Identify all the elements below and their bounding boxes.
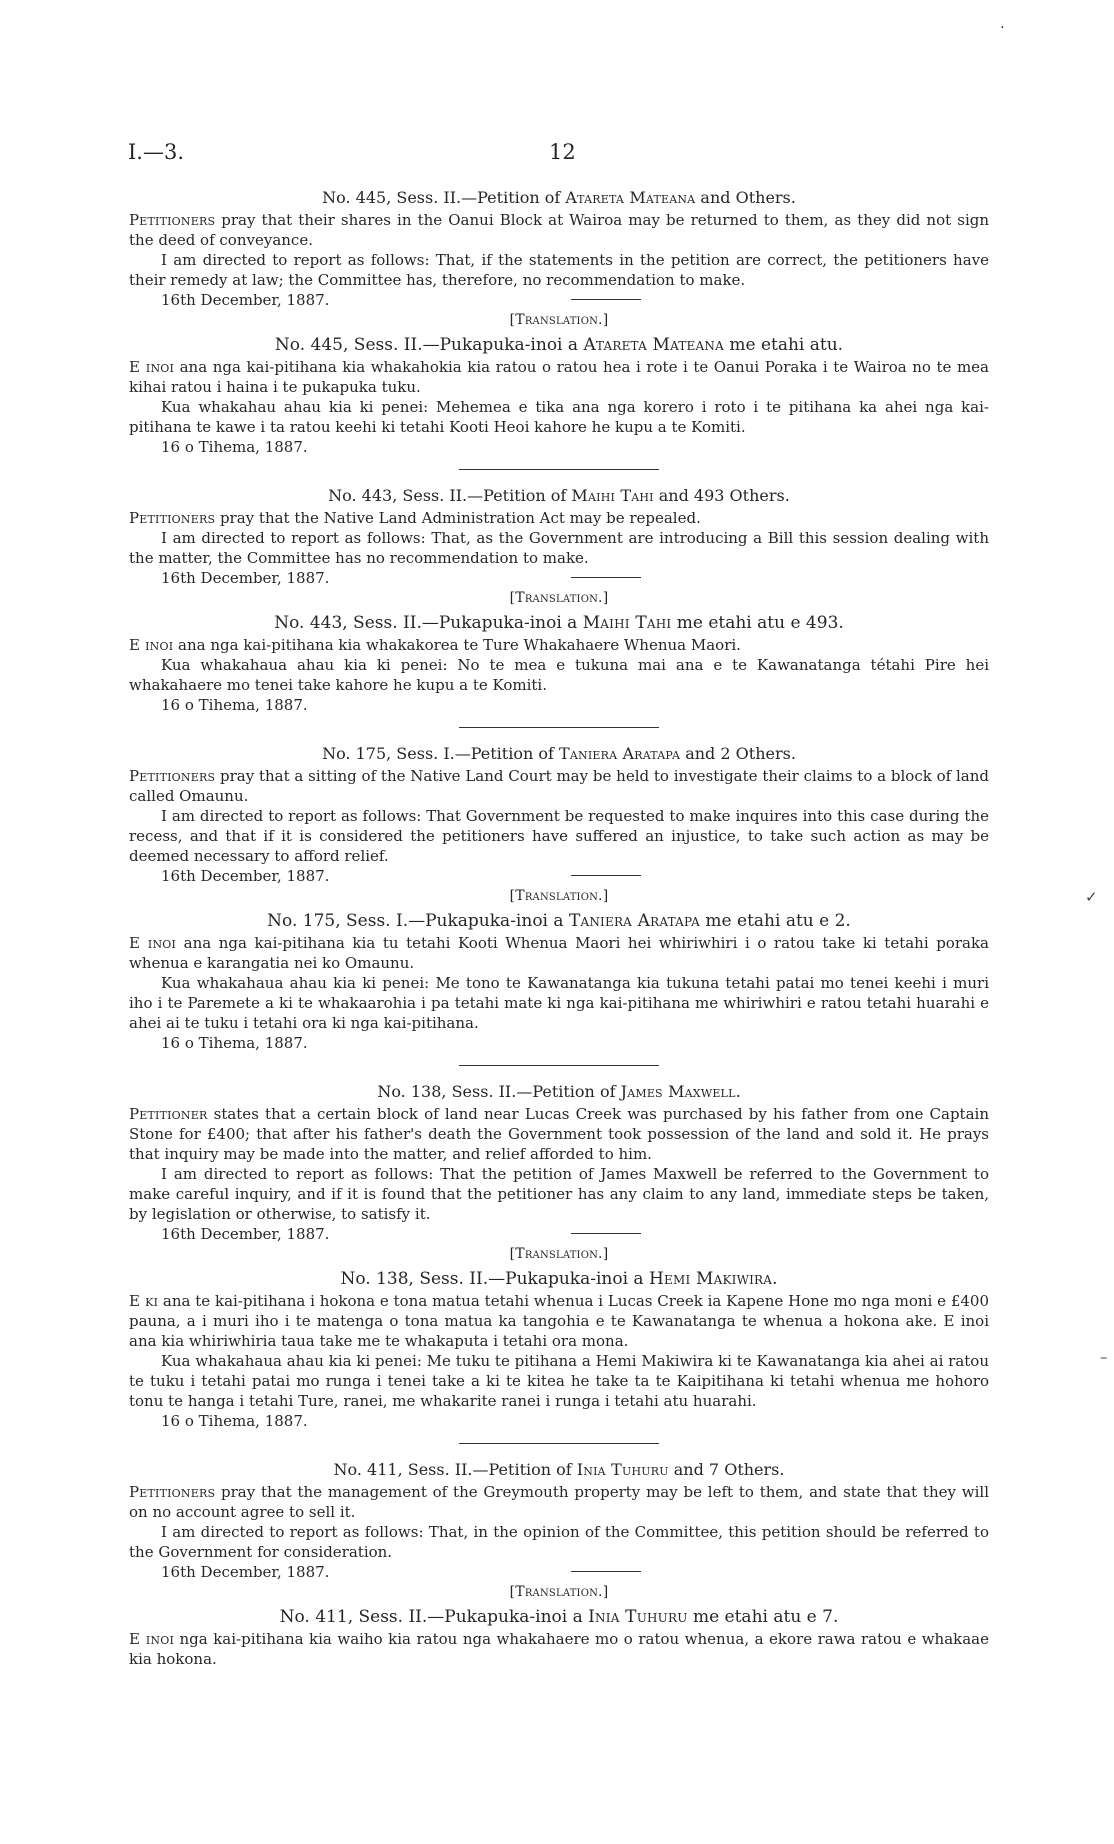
translation-title: No. 175, Sess. I.—Pukapuka-inoi a Taniera Aratapa me etahi atu e 2. [267,911,851,931]
petition-title: No. 175, Sess. I.—Petition of Taniera Aratapa and 2 Others. [322,744,796,763]
section-divider [459,1443,659,1444]
margin-tick: ✓ [1085,888,1098,906]
short-rule [571,577,641,578]
petition-body: Petitioners pray that the Native Land Administration Act may be repealed. [129,509,701,527]
section-divider [459,727,659,728]
short-rule [571,1571,641,1572]
report-date: 16th December, 1887. [161,1562,989,1582]
translation-date: 16 o Tihema, 1887. [161,1034,308,1052]
petition-title: No. 443, Sess. II.—Petition of Maihi Tahi and 493 Others. [328,486,790,505]
translation-label: [Translation.] [509,888,609,904]
translation-label: [Translation.] [509,1584,609,1600]
report-date: 16th December, 1887. [161,1224,989,1244]
petition-title: No. 138, Sess. II.—Petition of James Maxwell. [377,1082,741,1101]
translation-report: Kua whakahaua ahau kia ki penei: Me tuku te pitihana a Hemi Makiwira ki te Kawanatanga kia ahei ai ratou te tuku i tetahi patai mo runga i tenei take a ki te kitea he take ta te Kaipitihana ki tetahi whenua me hohoro tonu te hanga i tetahi Ture, ranei, me whakarite ranei i runga i tetahi atu huarahi. [129,1352,989,1410]
translation-title: No. 445, Sess. II.—Pukapuka-inoi a Atareta Mateana me etahi atu. [274,335,844,355]
translation-body: E ki ana te kai-pitihana i hokona e tona matua tetahi whenua i Lucas Creek ia Kapene Hone mo nga moni e £400 pauna, a i muri iho i te matenga o tona matua ka tangohia e te Kawanatanga te whenua a hokona ake. E inoi ana kia whiriwhiria taua take me te whakaputa i tetahi ora mona. [129,1292,989,1350]
report-date: 16th December, 1887. [161,290,989,310]
section-divider [459,469,659,470]
section-divider [459,1065,659,1066]
petition-section [129,188,989,457]
translation-report: Kua whakahaua ahau kia ki penei: No te mea e tukuna mai ana e te Kawanatanga tétahi Pire hei whakahaere mo tenei take kahore he kupu a te Komiti. [129,656,989,694]
translation-body: E inoi ana nga kai-pitihana kia whakakorea te Ture Whakahaere Whenua Maori. [129,636,741,654]
committee-report: I am directed to report as follows: That, if the statements in the petition are correct, the petitioners have their remedy at law; the Committee has, therefore, no recommendation to make. [129,251,989,289]
petition-body: Petitioner states that a certain block of land near Lucas Creek was purchased by his father from one Captain Stone for £400; that after his father's death the Government took possession of the land and sold it. He prays that inquiry may be made into the matter, and relief afforded to him. [129,1105,989,1163]
margin-dot: . [1000,14,1005,32]
translation-label: [Translation.] [509,1246,609,1262]
short-rule [571,875,641,876]
petition-section [129,1082,989,1431]
committee-report: I am directed to report as follows: That, as the Government are introducing a Bill this session dealing with the matter, the Committee has no recommendation to make. [129,529,989,567]
report-date: 16th December, 1887. [161,568,989,588]
page-number: 12 [549,140,576,164]
translation-date: 16 o Tihema, 1887. [161,1412,308,1430]
translation-body: E inoi nga kai-pitihana kia waiho kia ratou nga whakahaere mo o ratou whenua, a ekore rawa ratou e whakaae kia hokona. [129,1630,989,1668]
report-date: 16th December, 1887. [161,866,989,886]
petition-section [129,1460,989,1669]
translation-label: [Translation.] [509,312,609,328]
translation-title: No. 411, Sess. II.—Pukapuka-inoi a Inia Tuhuru me etahi atu e 7. [279,1607,839,1627]
petitions-content [129,188,989,1669]
translation-body: E inoi ana nga kai-pitihana kia whakahokia kia ratou o ratou hea i rote i te Oanui Poraka i te Wairoa no te mea kihai ratou i haina i te pukapuka tuku. [129,358,989,396]
translation-title: No. 443, Sess. II.—Pukapuka-inoi a Maihi Tahi me etahi atu e 493. [274,613,844,633]
committee-report: I am directed to report as follows: That the petition of James Maxwell be referred to the Government to make careful inquiry, and if it is found that the petitioner has any claim to any land, immediate steps be taken, by legislation or otherwise, to satisfy it. [129,1165,989,1223]
committee-report: I am directed to report as follows: That Government be requested to make inquires into this case during the recess, and that if it is considered the petitioners have suffered an injustice, to take such action as may be deemed necessary to afford relief. [129,807,989,865]
translation-report: Kua whakahau ahau kia ki penei: Mehemea e tika ana nga korero i roto i te pitihana ka ahei nga kai-pitihana te kawe i ta ratou keehi ki tetahi Kooti Heoi kahore he kupu a te Komiti. [129,398,989,436]
translation-title: No. 138, Sess. II.—Pukapuka-inoi a Hemi Makiwira. [340,1269,778,1289]
translation-date: 16 o Tihema, 1887. [161,696,308,714]
page-reference: I.—3. [128,140,185,164]
petition-title: No. 411, Sess. II.—Petition of Inia Tuhuru and 7 Others. [333,1460,785,1479]
translation-date: 16 o Tihema, 1887. [161,438,308,456]
petition-body: Petitioners pray that a sitting of the Native Land Court may be held to investigate their claims to a block of land called Omaunu. [129,767,989,805]
short-rule [571,1233,641,1234]
translation-label: [Translation.] [509,590,609,606]
petition-section [129,486,989,715]
petition-section [129,744,989,1053]
translation-report: Kua whakahaua ahau kia ki penei: Me tono te Kawanatanga kia tukuna tetahi patai mo tenei keehi i muri iho i te Paremete a ki te whakaarohia i pa tetahi mate ki nga kai-pitihana me whiriwhiri e ratou tetahi huarahi e ahei ai te tuku i tetahi ora ki nga kai-pitihana. [129,974,989,1032]
petition-body: Petitioners pray that their shares in the Oanui Block at Wairoa may be returned to them, as they did not sign the deed of conveyance. [129,211,989,249]
petition-body: Petitioners pray that the management of the Greymouth property may be left to them, and state that they will on no account agree to sell it. [129,1483,989,1521]
translation-body: E inoi ana nga kai-pitihana kia tu tetahi Kooti Whenua Maori hei whiriwhiri i o ratou take ki tetahi poraka whenua e karangatia nei ko Omaunu. [129,934,989,972]
short-rule [571,299,641,300]
committee-report: I am directed to report as follows: That, in the opinion of the Committee, this petition should be referred to the Government for consideration. [129,1523,989,1561]
petition-title: No. 445, Sess. II.—Petition of Atareta Mateana and Others. [322,188,796,207]
margin-dash: – [1100,1348,1108,1366]
